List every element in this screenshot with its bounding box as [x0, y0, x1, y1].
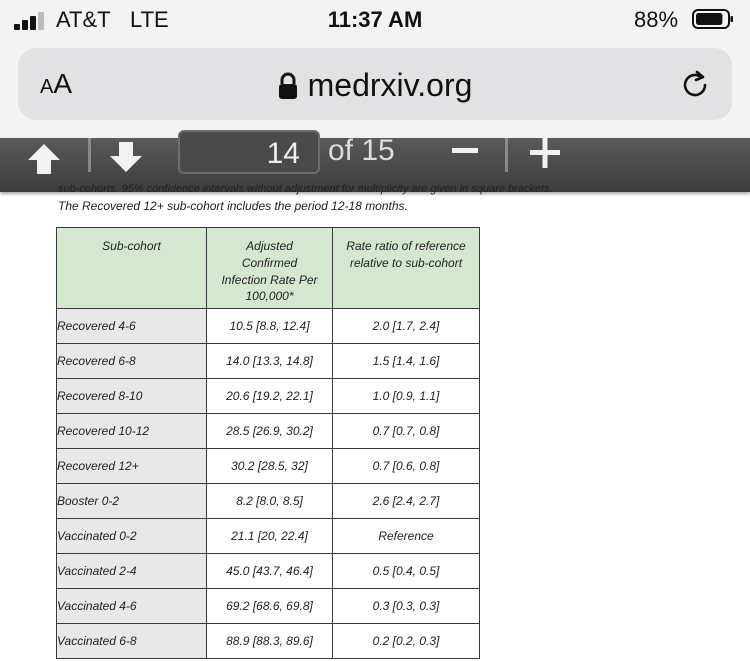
rate-cell: 88.9 [88.3, 89.6] [207, 624, 333, 659]
zoom-out-icon[interactable] [452, 148, 478, 154]
sub-cohort-cell: Recovered 8-10 [57, 379, 207, 414]
url-text: medrxiv.org [307, 67, 473, 103]
ratio-cell: 2.6 [2.4, 2.7] [333, 484, 480, 519]
table-row [57, 379, 480, 414]
sub-cohort-cell: Recovered 12+ [57, 449, 207, 484]
page-total: of 15 [328, 134, 395, 167]
battery-icon [692, 9, 734, 29]
network-type: LTE [130, 7, 169, 32]
header-adjusted-rate: Adjusted Confirmed Infection Rate Per 100,000* [207, 228, 333, 309]
ratio-cell: 2.0 [1.7, 2.4] [333, 309, 480, 344]
zoom-in-icon[interactable] [530, 138, 560, 168]
rate-cell: 14.0 [13.3, 14.8] [207, 344, 333, 379]
header-rate-ratio: Rate ratio of reference relative to sub-cohort [333, 228, 480, 309]
rate-cell: 21.1 [20, 22.4] [207, 519, 333, 554]
results-table [56, 227, 480, 659]
sub-cohort-cell: Vaccinated 2-4 [57, 554, 207, 589]
table-row [57, 414, 480, 449]
carrier-name: AT&T [56, 7, 111, 32]
table-row [57, 449, 480, 484]
sub-cohort-cell: Vaccinated 0-2 [57, 519, 207, 554]
table-row [57, 484, 480, 519]
sub-cohort-cell: Booster 0-2 [57, 484, 207, 519]
ratio-cell: 0.7 [0.6, 0.8] [333, 449, 480, 484]
sub-cohort-cell: Recovered 6-8 [57, 344, 207, 379]
ratio-cell: 0.3 [0.3, 0.3] [333, 589, 480, 624]
table-row [57, 309, 480, 344]
rate-cell: 69.2 [68.6, 69.8] [207, 589, 333, 624]
ratio-cell: 1.5 [1.4, 1.6] [333, 344, 480, 379]
ratio-cell: 0.5 [0.4, 0.5] [333, 554, 480, 589]
status-time: 11:37 AM [327, 7, 423, 32]
url-display[interactable] [18, 67, 732, 104]
previous-page-icon[interactable] [22, 142, 66, 174]
address-bar[interactable] [18, 48, 732, 120]
reload-icon[interactable] [678, 68, 712, 102]
header-sub-cohort: Sub-cohort [57, 228, 207, 309]
page-number-input[interactable]: 14 [178, 130, 320, 174]
table-row [57, 624, 480, 659]
reader-label-small: A [40, 76, 54, 98]
rate-cell: 8.2 [8.0, 8.5] [207, 484, 333, 519]
table-caption: The Recovered 12+ sub-cohort includes the period 12-18 months. [58, 199, 408, 213]
table-row [57, 554, 480, 589]
rate-cell: 20.6 [19.2, 22.1] [207, 379, 333, 414]
lock-icon [278, 72, 298, 100]
rate-cell: 45.0 [43.7, 46.4] [207, 554, 333, 589]
rate-cell: 10.5 [8.8, 12.4] [207, 309, 333, 344]
pdf-page [0, 183, 750, 661]
next-page-icon[interactable] [104, 142, 148, 174]
rate-cell: 28.5 [26.9, 30.2] [207, 414, 333, 449]
reader-label-large: A [53, 68, 73, 99]
cut-off-caption-line: sub-cohorts. 95% confidence intervals without adjustment for multiplicity are given in square brackets. [58, 183, 553, 195]
ratio-cell: 0.7 [0.7, 0.8] [333, 414, 480, 449]
browser-chrome [0, 42, 750, 138]
table-row [57, 519, 480, 554]
ratio-cell: Reference [333, 519, 480, 554]
sub-cohort-cell: Vaccinated 4-6 [57, 589, 207, 624]
table-row [57, 344, 480, 379]
sub-cohort-cell: Vaccinated 6-8 [57, 624, 207, 659]
table-header-row [57, 228, 480, 309]
sub-cohort-cell: Recovered 4-6 [57, 309, 207, 344]
status-bar [0, 0, 750, 42]
ratio-cell: 1.0 [0.9, 1.1] [333, 379, 480, 414]
toolbar-divider [505, 138, 508, 172]
toolbar-divider [88, 138, 91, 172]
battery-percent: 88% [634, 7, 679, 32]
ratio-cell: 0.2 [0.2, 0.3] [333, 624, 480, 659]
sub-cohort-cell: Recovered 10-12 [57, 414, 207, 449]
table-row [57, 589, 480, 624]
rate-cell: 30.2 [28.5, 32] [207, 449, 333, 484]
